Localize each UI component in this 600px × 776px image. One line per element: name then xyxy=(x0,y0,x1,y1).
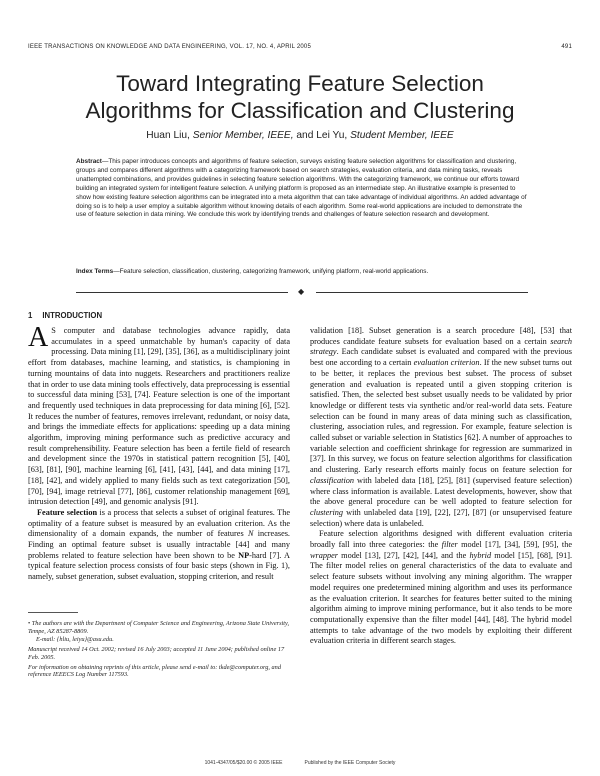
divider-line-left xyxy=(76,292,288,293)
index-terms-label: Index Terms xyxy=(76,268,114,275)
section-divider xyxy=(76,288,528,298)
footnote-manuscript: Manuscript received 14 Oct. 2002; revised 16 July 2003; accepted 11 June 2004; published online 17 Feb. 2005. xyxy=(28,645,285,661)
footnotes xyxy=(28,620,290,681)
abstract-text: —This paper introduces concepts and algorithms of feature selection, surveys existing feature selection algorithms for classification and clustering, groups and compares different algorithms with a categorizing framework based on search strategies, evaluation criteria, and data mining tasks, reveals unattempted combinations, and provides guidelines in selecting feature selection algorithms. With the categorizing framework, we continue our efforts toward building an integrated system for intelligent feature selection. A unifying platform is proposed as an intermediate step. An illustrative example is presented to show how existing feature selection algorithms can be integrated into a meta algorithm that can take advantage of individual algorithms. An added advantage of doing so is to help a user employ a suitable algorithm without knowing details of each algorithm. Some real-world applications are included to demonstrate the use of feature selection in data mining. We conclude this work by identifying trends and challenges of feature selection research and development. xyxy=(76,158,527,219)
author-1-role: Senior Member, IEEE, xyxy=(192,130,294,141)
footnote-reprints: For information on obtaining reprints of this article, please send e-mail to: tkde@computer.org, and reference IEEECS Log Number 117593. xyxy=(28,663,281,679)
author-conjunction: and xyxy=(296,130,314,141)
intro-paragraph-1: A S computer and database technologies advance rapidly, data accumulates in a speed unmatchable by human's capacity of data processing. Data mining [1], [29], [35], [36], as a multidisciplinary joint effort from databases, machine learning, and statistics, is championing in turning mountains of data into nuggets. Researchers and practitioners realize that in order to use data mining tools effectively, data preprocessing is essential to successful data mining [53], [74]. Feature selection is one of the important and frequently used techniques in data preprocessing for data mining [6], [52]. It reduces the number of features, removes irrelevant, redundant, or noisy data, and brings the immediate effects for applications: speeding up a data mining algorithm, improving mining performance such as predictive accuracy and result comprehensibility. Feature selection has been a fertile field of research and development since the 1970s in statistical pattern recognition [5], [40], [63], [81], [90], machine learning [6], [41], [43], [44], and data mining [17], [18], [42], and widely applied to many fields such as text categorization [50], [70], [94], image retrieval [77], [86], customer relationship management [69], intrusion detection [49], and genomic analysis [91]. xyxy=(28,322,290,507)
abstract-label: Abstract xyxy=(76,158,102,165)
footnote-email: E-mail: {hliu, leiyu}@asu.edu. xyxy=(36,635,114,643)
drop-cap: A xyxy=(28,322,49,353)
left-column xyxy=(28,322,291,583)
index-terms-text: —Feature selection, classification, clustering, categorizing framework, unifying platform, real-world applications. xyxy=(113,268,429,275)
intro-paragraph-2: Feature selection is a process that selects a subset of original features. The optimality of a feature subset is measured by an evaluation criterion. As the dimensionality of a domain expands, the number of features N increases. Finding an optimal feature subset is usually intractable [44] and many problems related to feature selection have been shown to be NP-hard [7]. A typical feature selection process consists of four basic steps (shown in Fig. 1), namely, subset generation, subset evaluation, stopping criterion, and result xyxy=(28,507,291,582)
footnote-affiliation: • The authors are with the Department of Computer Science and Engineering, Arizona State University, Tempe, AZ 85287-8809. E-mail: {hliu, leiyu}@asu.edu. xyxy=(28,620,290,643)
footnote-rule xyxy=(28,612,78,613)
footer-publisher: Published by the IEEE Computer Society xyxy=(304,760,396,766)
section-title: INTRODUCTION xyxy=(42,311,103,320)
diamond-icon: ◆ xyxy=(298,287,305,296)
author-1: Huan Liu, xyxy=(146,130,190,141)
journal-header: IEEE TRANSACTIONS ON KNOWLEDGE AND DATA ENGINEERING, VOL. 17, NO. 4, APRIL 2005 xyxy=(28,44,311,50)
page-footer xyxy=(0,760,600,766)
section-heading xyxy=(28,311,102,320)
author-2-role: Student Member, IEEE xyxy=(350,130,454,141)
paper-title xyxy=(40,70,560,124)
divider-line-right xyxy=(316,292,528,293)
title-line-2: Algorithms for Classification and Clustering xyxy=(85,98,515,123)
intro-paragraph-3: validation [18]. Subset generation is a search procedure [48], [53] that produces candidate feature subsets for evaluation based on a certain search strategy. Each candidate subset is evaluated and compared with the previous best one according to a certain evaluation criterion. If the new subset turns out to be better, it replaces the previous best subset. The process of subset generation and evaluation is repeated until a given stopping criterion is satisfied. Then, the selected best subset usually needs to be validated by prior knowledge or different tests via synthetic and/or real-world data sets. Feature selection can be found in many areas of data mining such as classification, clustering, association rules, and regression. For example, feature selection is called subset or variable selection in Statistics [62]. A number of approaches to variable selection and coefficient shrinkage for regression are summarized in [37]. In this survey, we focus on feature selection algorithms for classification and clustering. Early research efforts mainly focus on feature selection for classification with labeled data [18], [25], [81] (supervised feature selection) where class information is available. Latest developments, however, show that the above general procedure can be well adopted to feature selection for clustering with unlabeled data [19], [22], [27], [87] (or unsupervised feature selection) where data is unlabeled. xyxy=(310,326,572,528)
abstract xyxy=(76,158,528,220)
section-number: 1 xyxy=(28,311,33,320)
page-number: 491 xyxy=(561,44,572,50)
intro-paragraph-4: Feature selection algorithms designed with different evaluation criteria broadly fall into three categories: the filter model [17], [34], [59], [95], the wrapper model [13], [27], [42], [44], and the hybrid model [15], [68], [91]. The filter model relies on general characteristics of the data to evaluate and select feature subsets without involving any mining algorithm. The wrapper model requires one predetermined mining algorithm and uses its performance as the evaluation criterion. It searches for features better suited to the mining algorithm aiming to improve mining performance, but it also tends to be more computationally expensive than the filter model [44], [48]. The hybrid model attempts to take advantage of the two models by exploiting their different evaluation criteria in different search stages. xyxy=(310,529,573,646)
running-head xyxy=(28,44,572,54)
right-column xyxy=(310,326,572,647)
bullet-icon: • xyxy=(28,620,31,627)
title-line-1: Toward Integrating Feature Selection xyxy=(116,71,484,96)
index-terms xyxy=(76,268,528,277)
footer-copyright: 1041-4347/05/$20.00 © 2005 IEEE xyxy=(204,760,283,766)
author-line xyxy=(40,130,560,141)
author-2: Lei Yu, xyxy=(316,130,348,141)
